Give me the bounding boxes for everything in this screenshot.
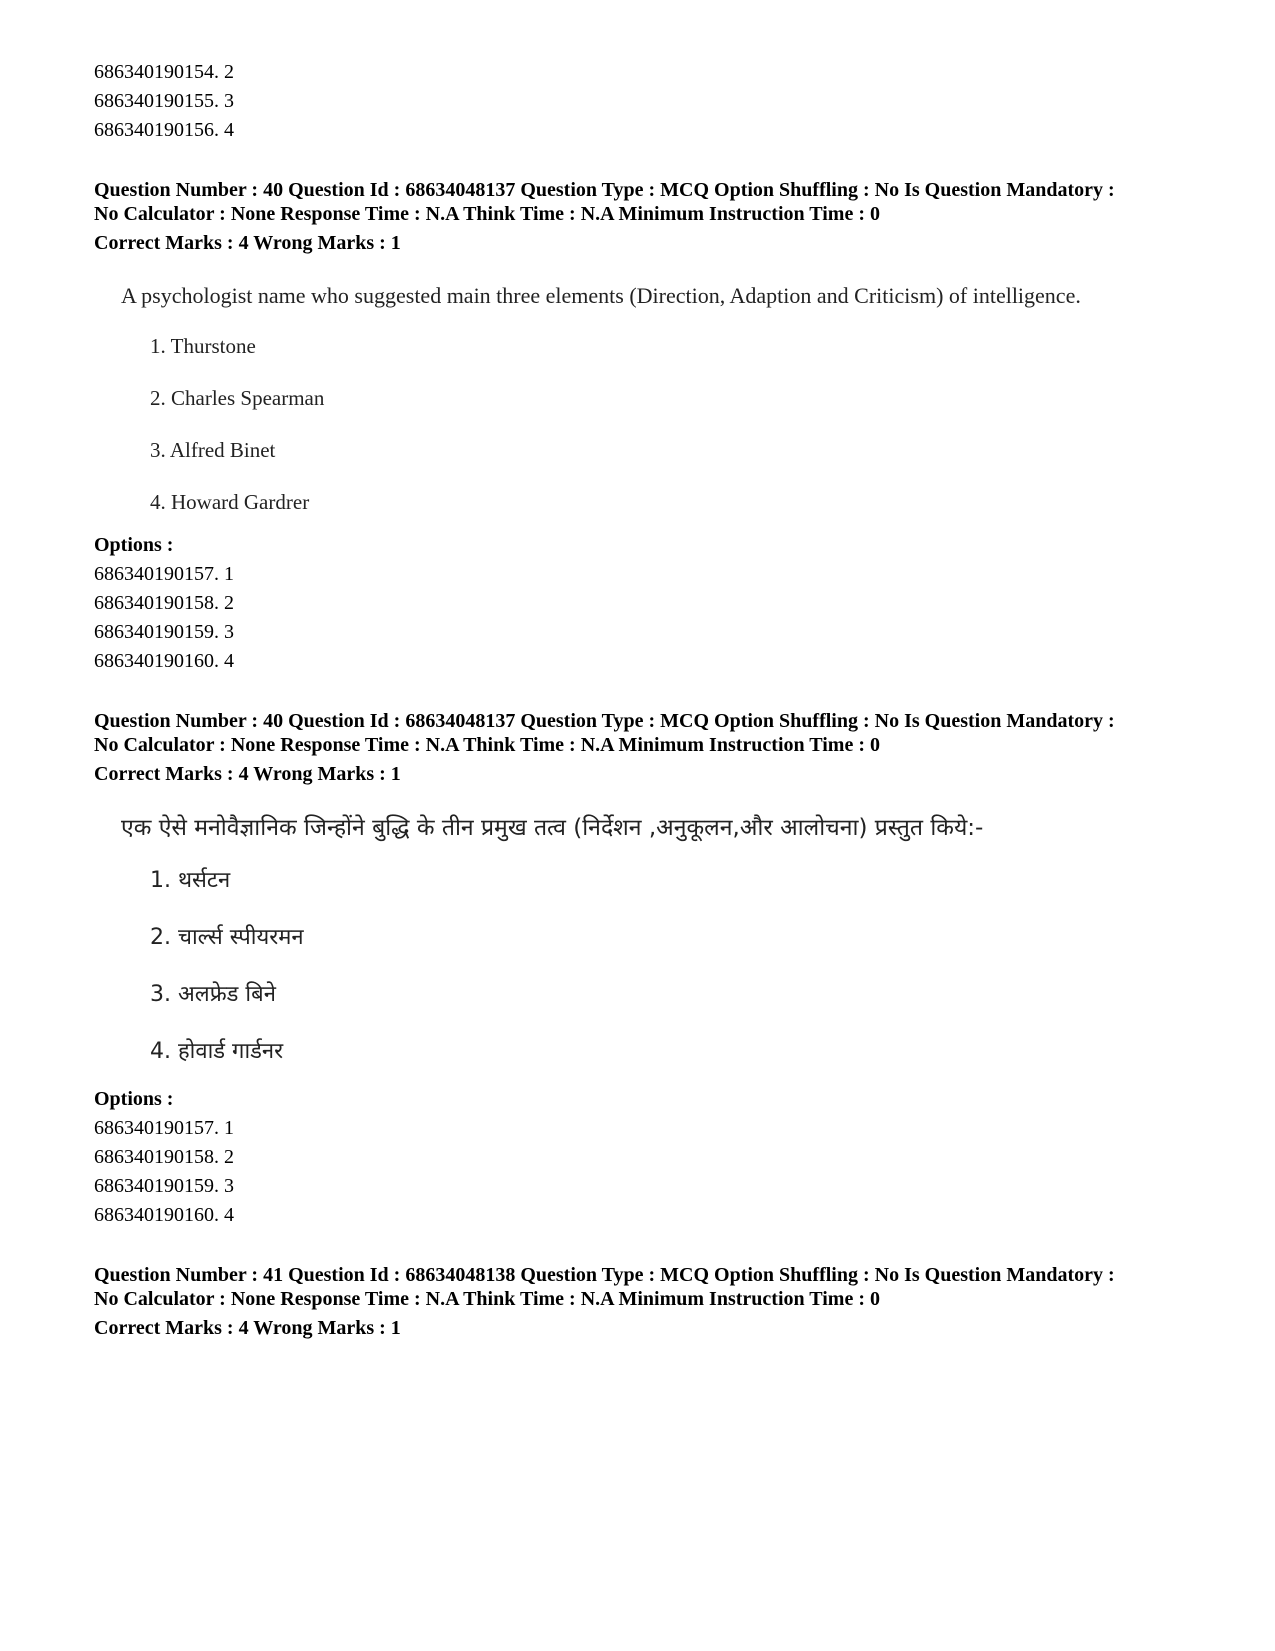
option-line: 686340190154. 2 (94, 61, 234, 83)
option-line: 686340190158. 2 (94, 592, 234, 614)
option-line: 686340190157. 1 (94, 563, 234, 585)
option-line: 686340190159. 3 (94, 1175, 234, 1197)
option-line: 686340190157. 1 (94, 1117, 234, 1139)
option-line: 686340190159. 3 (94, 621, 234, 643)
question-header-line2: No Calculator : None Response Time : N.A Think Time : N.A Minimum Instruction Time : 0 (94, 734, 880, 756)
question-marks: Correct Marks : 4 Wrong Marks : 1 (94, 1317, 401, 1339)
question-block-next (94, 1263, 1214, 1340)
question-header-line2: No Calculator : None Response Time : N.A Think Time : N.A Minimum Instruction Time : 0 (94, 1288, 880, 1310)
answer-choice: 2. Charles Spearman (150, 386, 325, 410)
question-block-hindi (94, 709, 1214, 1230)
question-header-line2: No Calculator : None Response Time : N.A Think Time : N.A Minimum Instruction Time : 0 (94, 203, 880, 225)
question-header-line1: Question Number : 40 Question Id : 68634048137 Question Type : MCQ Option Shuffling : No Is Question Mandatory : (94, 179, 1115, 201)
document-page (94, 58, 1214, 1340)
options-list (94, 560, 1214, 676)
options-label: Options : (94, 1088, 174, 1110)
option-line: 686340190156. 4 (94, 119, 234, 141)
question-header-line1: Question Number : 41 Question Id : 68634048138 Question Type : MCQ Option Shuffling : No Is Question Mandatory : (94, 1264, 1115, 1286)
answer-choice: 4. होवार्ड गार्डनर (150, 1039, 284, 1064)
options-list (94, 1114, 1214, 1230)
option-line: 686340190160. 4 (94, 1204, 234, 1226)
options-label: Options : (94, 534, 174, 556)
answer-choices (150, 331, 1214, 527)
answer-choice: 1. Thurstone (150, 334, 256, 358)
option-line: 686340190158. 2 (94, 1146, 234, 1168)
question-marks: Correct Marks : 4 Wrong Marks : 1 (94, 763, 401, 785)
question-text: एक ऐसे मनोवैज्ञानिक जिन्होंने बुद्धि के तीन प्रमुख तत्व (निर्देशन ,अनुकूलन,और आलोचना) प्रस्तुत किये:- (121, 815, 984, 841)
question-text: A psychologist name who suggested main three elements (Direction, Adaption and Criticism) of intelligence. (121, 283, 1081, 308)
answer-choice: 4. Howard Gardrer (150, 490, 310, 514)
option-line: 686340190160. 4 (94, 650, 234, 672)
answer-choice: 2. चार्ल्स स्पीयरमन (150, 925, 304, 950)
answer-choice: 3. Alfred Binet (150, 438, 276, 462)
answer-choices (150, 864, 1214, 1075)
question-header (94, 709, 1214, 786)
question-header (94, 178, 1214, 255)
question-marks: Correct Marks : 4 Wrong Marks : 1 (94, 232, 401, 254)
question-block-english (94, 178, 1214, 676)
question-header-line1: Question Number : 40 Question Id : 68634048137 Question Type : MCQ Option Shuffling : No Is Question Mandatory : (94, 710, 1115, 732)
option-line: 686340190155. 3 (94, 90, 234, 112)
answer-choice: 3. अलफ्रेड बिने (150, 982, 276, 1007)
question-header (94, 1263, 1214, 1340)
answer-choice: 1. थर्सटन (150, 868, 231, 893)
top-options-list (94, 58, 1214, 145)
